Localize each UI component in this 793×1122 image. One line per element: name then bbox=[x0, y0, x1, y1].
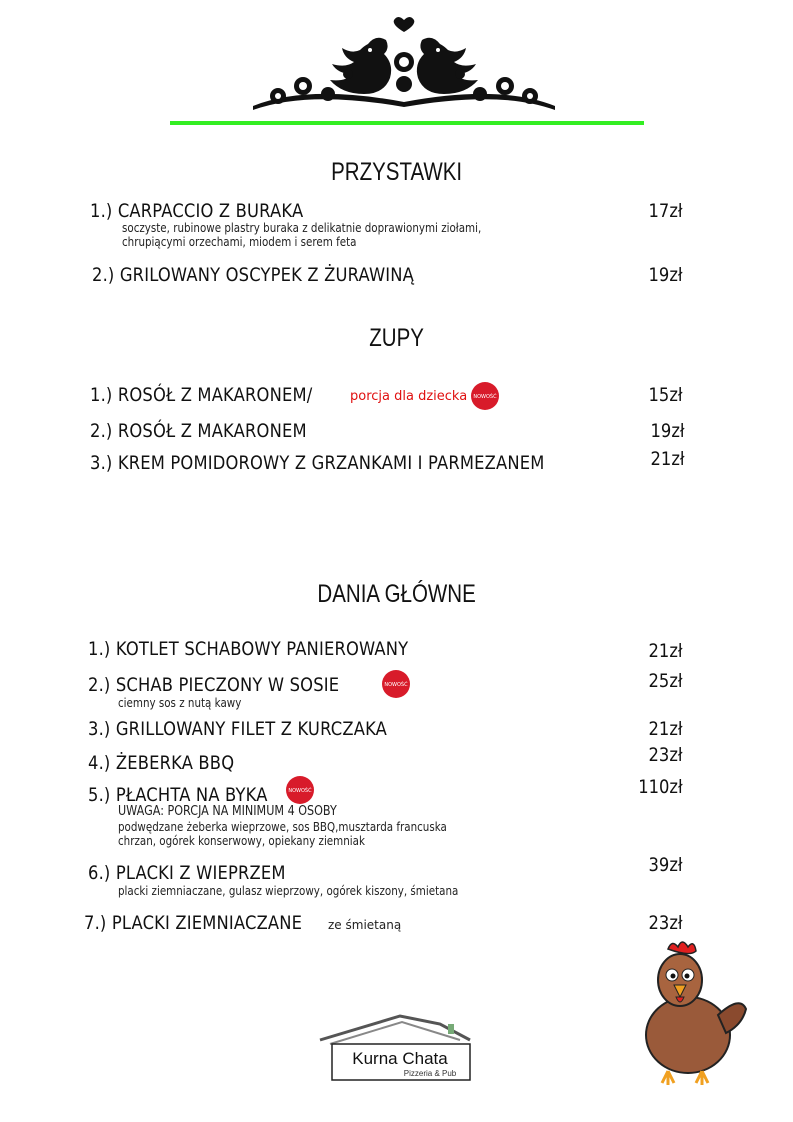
chicken-illustration bbox=[630, 935, 750, 1090]
item-note: ze śmietaną bbox=[328, 918, 402, 932]
item-description: chrzan, ogórek konserwowy, opiekany ziemniak bbox=[118, 834, 365, 848]
item-price: 21zł bbox=[650, 448, 685, 470]
item-description: placki ziemniaczane, gulasz wieprzowy, ogórek kiszony, śmietana bbox=[118, 884, 459, 898]
item-name: 3.) KREM POMIDOROWY Z GRZANKAMI I PARMEZANEM bbox=[90, 452, 545, 474]
new-badge-label: NOWOŚĆ bbox=[473, 394, 497, 400]
section-title-zupy: ZUPY bbox=[369, 324, 424, 352]
folk-roosters-ornament bbox=[248, 14, 560, 114]
item-name: 2.) SCHAB PIECZONY W SOSIE bbox=[88, 674, 340, 696]
item-name: 3.) GRILLOWANY FILET Z KURCZAKA bbox=[88, 718, 388, 740]
item-price: 19zł bbox=[650, 420, 685, 442]
item-price: 21zł bbox=[648, 640, 683, 662]
item-name: 4.) ŻEBERKA BBQ bbox=[88, 752, 235, 774]
item-name: 1.) CARPACCIO Z BURAKA bbox=[90, 200, 304, 222]
section-title-przystawki: PRZYSTAWKI bbox=[331, 158, 463, 186]
logo-subtitle: Pizzeria & Pub bbox=[403, 1069, 457, 1078]
item-price: 19zł bbox=[648, 264, 683, 286]
item-price: 21zł bbox=[648, 718, 683, 740]
new-badge bbox=[470, 381, 500, 411]
item-name: 2.) ROSÓŁ Z MAKARONEM bbox=[90, 420, 307, 442]
item-name: 6.) PLACKI Z WIEPRZEM bbox=[88, 862, 286, 884]
item-price: 110zł bbox=[638, 776, 683, 798]
accent-divider bbox=[170, 121, 644, 125]
item-price: 17zł bbox=[648, 200, 683, 222]
item-price: 23zł bbox=[648, 744, 683, 766]
kurna-chata-logo bbox=[310, 1010, 482, 1086]
item-price: 25zł bbox=[648, 670, 683, 692]
item-description: ciemny sos z nutą kawy bbox=[118, 696, 242, 710]
new-badge-label: NOWOŚĆ bbox=[288, 788, 312, 794]
logo-name: Kurna Chata bbox=[352, 1049, 448, 1068]
item-warning: UWAGA: PORCJA NA MINIMUM 4 OSOBY bbox=[118, 804, 337, 819]
item-name: 5.) PŁACHTA NA BYKA bbox=[88, 784, 268, 806]
section-title-dania-glowne: DANIA GŁÓWNE bbox=[317, 580, 476, 608]
new-badge bbox=[381, 669, 411, 699]
item-name: 7.) PLACKI ZIEMNIACZANE bbox=[84, 912, 303, 934]
item-description: soczyste, rubinowe plastry buraka z delikatnie doprawionymi ziołami, bbox=[122, 221, 482, 235]
item-name: 1.) ROSÓŁ Z MAKARONEM/ bbox=[90, 384, 313, 406]
item-name: 2.) GRILOWANY OSCYPEK Z ŻURAWINĄ bbox=[92, 264, 415, 286]
new-badge bbox=[285, 775, 315, 805]
new-badge-label: NOWOŚĆ bbox=[384, 682, 408, 688]
item-price: 15zł bbox=[648, 384, 683, 406]
item-price: 39zł bbox=[648, 854, 683, 876]
item-description: chrupiącymi orzechami, miodem i serem feta bbox=[122, 235, 357, 249]
item-note: porcja dla dziecka bbox=[350, 389, 468, 404]
item-name: 1.) KOTLET SCHABOWY PANIEROWANY bbox=[88, 638, 409, 660]
item-price: 23zł bbox=[648, 912, 683, 934]
item-description: podwędzane żeberka wieprzowe, sos BBQ,musztarda francuska bbox=[118, 820, 447, 834]
